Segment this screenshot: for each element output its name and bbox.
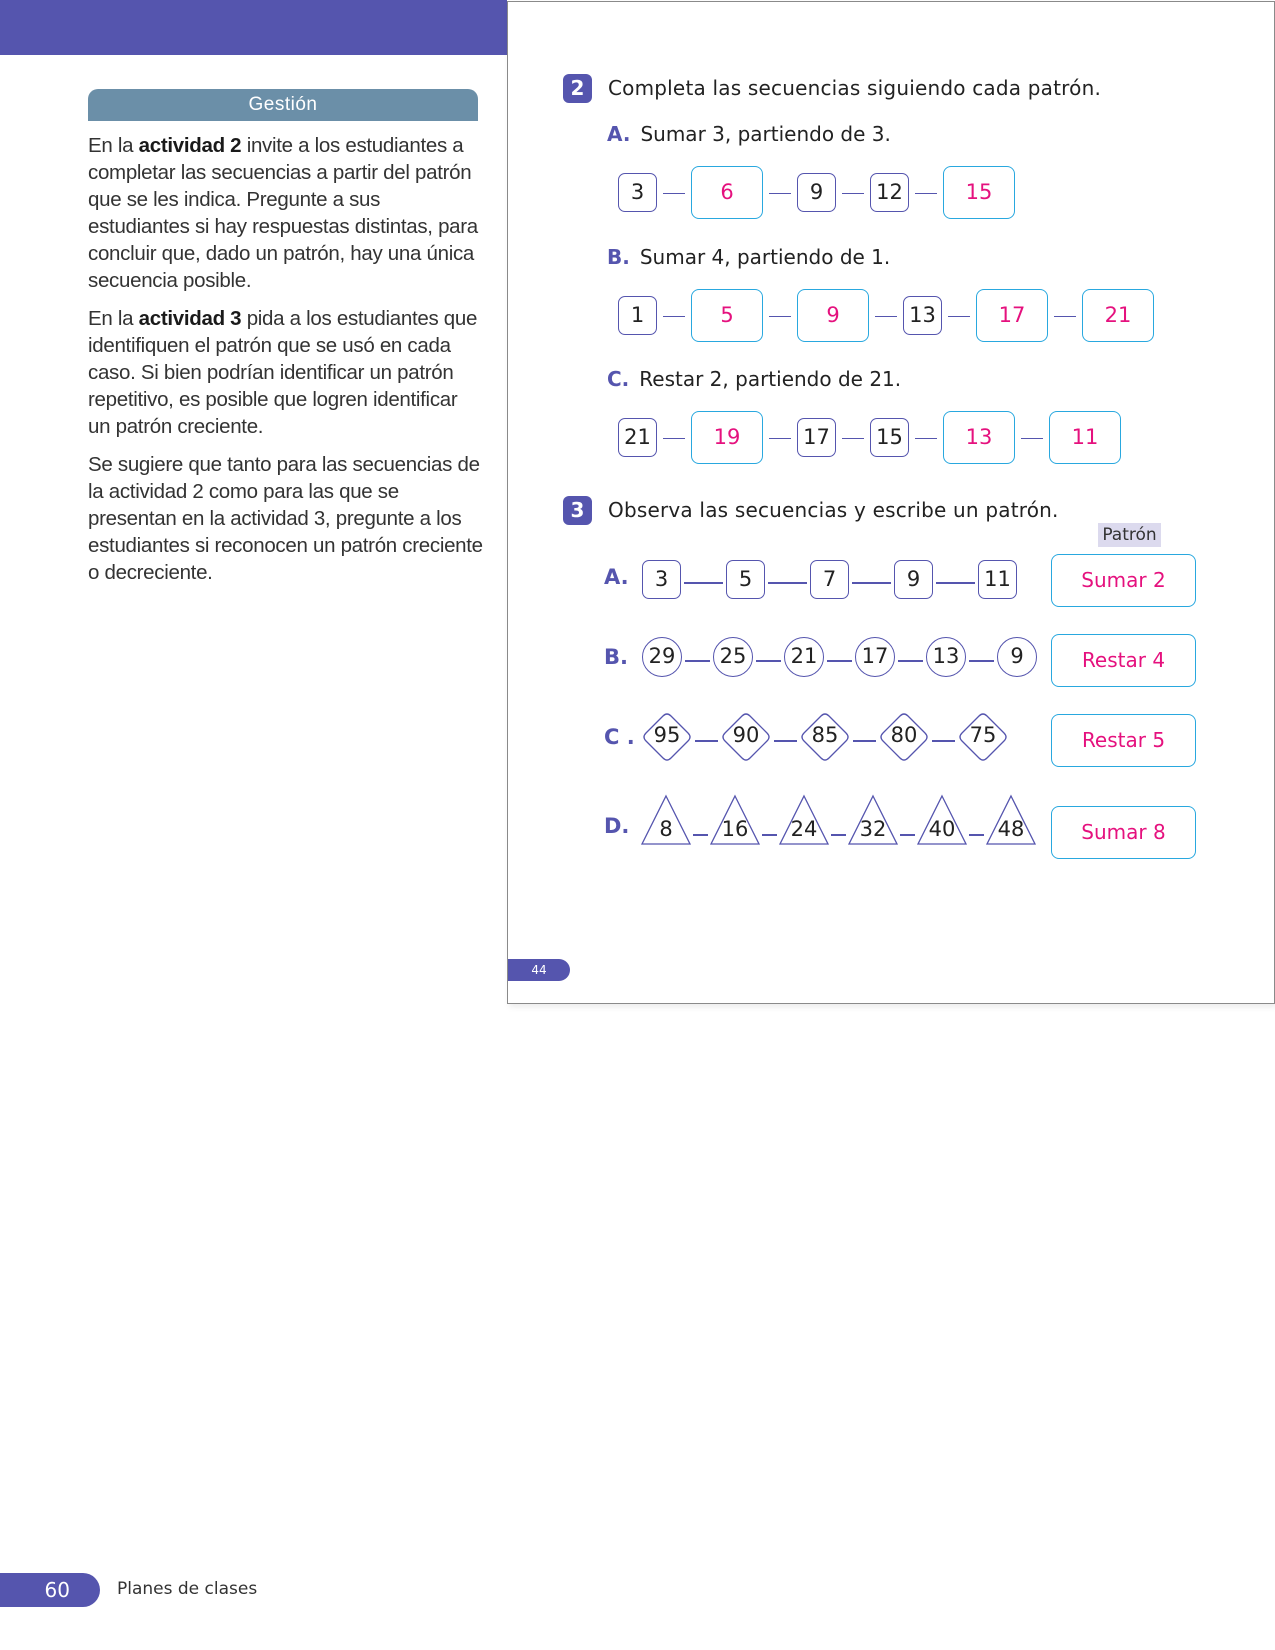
sequence-diamond — [879, 712, 929, 762]
sequence-connector — [693, 834, 708, 836]
sequence-connector — [663, 438, 685, 440]
sequence-square: 11 — [978, 560, 1017, 599]
sequence-connector — [769, 316, 791, 318]
sequence-value: 16 — [721, 817, 749, 841]
row-instruction: Restar 2, partiendo de 21. — [639, 367, 902, 391]
sequence-diamond — [642, 712, 692, 762]
sequence-connector — [769, 193, 791, 195]
sequence-connector — [774, 740, 797, 742]
sequence-given-box: 3 — [618, 173, 657, 212]
sequence-connector — [756, 660, 781, 662]
pattern-answer-box[interactable]: Sumar 8 — [1051, 806, 1196, 859]
sequence-square: 7 — [810, 560, 849, 599]
sequence-triangle — [987, 796, 1035, 844]
sequence-connector — [762, 834, 777, 836]
sequence-triangle — [711, 796, 759, 844]
sequence-value: 32 — [859, 817, 887, 841]
gestion-title: Gestión — [88, 89, 478, 121]
sequence-given-box: 15 — [870, 418, 909, 457]
sequence-connector — [915, 193, 937, 195]
note-bold: actividad 3 — [138, 307, 242, 330]
sequence-connector — [1054, 316, 1076, 318]
sequence-connector — [695, 740, 718, 742]
activity-3-title: Observa las secuencias y escribe un patrón. — [608, 498, 1059, 522]
sequence-connector — [853, 740, 876, 742]
activity-3-row-a-letter: A. — [604, 565, 629, 589]
sequence-value: 40 — [928, 817, 956, 841]
sequence-connector — [663, 193, 685, 195]
pattern-answer-box[interactable]: Restar 4 — [1051, 634, 1196, 687]
sequence-circle: 13 — [926, 637, 966, 677]
sequence-connector — [663, 316, 685, 318]
sequence-connector — [936, 582, 975, 584]
activity-2-row-a-label — [607, 122, 891, 146]
note-text: En la — [88, 134, 139, 157]
activity-3-row-b-letter: B. — [604, 645, 628, 669]
sequence-value: 80 — [890, 723, 918, 747]
sequence-diamond — [800, 712, 850, 762]
sequence-connector — [948, 316, 970, 318]
sequence-square: 5 — [726, 560, 765, 599]
note-text: invite a los estudiantes a completar las secuencias a partir del patrón que se les indica. Pregunte a sus estudiantes si hay respuestas distintas, para concluir que, dado un patrón, hay una única secuencia posible. — [88, 134, 478, 292]
footer-page-number: 60 — [0, 1573, 100, 1607]
sequence-connector — [932, 740, 955, 742]
sequence-connector — [875, 316, 897, 318]
sequence-answer-box[interactable]: 6 — [691, 166, 763, 219]
sequence-connector — [769, 438, 791, 440]
activity-3-badge: 3 — [563, 496, 592, 525]
note-paragraph — [88, 305, 483, 440]
activity-2-title: Completa las secuencias siguiendo cada patrón. — [608, 76, 1102, 100]
sequence-triangle — [780, 796, 828, 844]
sequence-diamond — [721, 712, 771, 762]
sequence-connector — [842, 438, 864, 440]
note-text: pida a los estudiantes que identifiquen el patrón que se usó en cada caso. Si bien podrían identificar un patrón repetitivo, es posible que logren identificar un patrón creciente. — [88, 307, 478, 438]
header-band — [0, 0, 507, 55]
activity-2-row-b-label — [607, 245, 890, 269]
sequence-diamond — [958, 712, 1008, 762]
note-text: En la — [88, 307, 139, 330]
sequence-square: 3 — [642, 560, 681, 599]
teacher-notes — [88, 132, 483, 597]
row-letter: C. — [607, 367, 630, 391]
activity-3-row-c-letter: C . — [604, 725, 635, 749]
sequence-connector — [842, 193, 864, 195]
sequence-value: 24 — [790, 817, 818, 841]
row-instruction: Sumar 3, partiendo de 3. — [640, 122, 891, 146]
activity-2-row-c-label — [607, 367, 901, 391]
sequence-answer-box[interactable]: 15 — [943, 166, 1015, 219]
sequence-circle: 17 — [855, 637, 895, 677]
pattern-answer-box[interactable]: Restar 5 — [1051, 714, 1196, 767]
student-page — [507, 1, 1275, 1004]
pattern-answer-box[interactable]: Sumar 2 — [1051, 554, 1196, 607]
sequence-circle: 21 — [784, 637, 824, 677]
note-text: Se sugiere que tanto para las secuencias de la actividad 2 como para las que se presentan en la actividad 3, pregunte a los estudiantes si reconocen un patrón creciente o decreciente. — [88, 453, 483, 584]
note-bold: actividad 2 — [138, 134, 242, 157]
sequence-value: 8 — [659, 817, 673, 841]
row-letter: A. — [607, 122, 631, 146]
sequence-value: 85 — [811, 723, 839, 747]
sequence-connector — [915, 438, 937, 440]
sequence-answer-box[interactable]: 19 — [691, 411, 763, 464]
sequence-triangle — [849, 796, 897, 844]
sequence-connector — [969, 660, 994, 662]
activity-3-row-d-letter: D. — [604, 814, 630, 838]
note-paragraph — [88, 132, 483, 294]
sequence-connector — [768, 582, 807, 584]
sequence-square: 9 — [894, 560, 933, 599]
sequence-connector — [898, 660, 923, 662]
sequence-connector — [1021, 438, 1043, 440]
sequence-triangle — [918, 796, 966, 844]
sequence-value: 90 — [732, 723, 760, 747]
sequence-connector — [852, 582, 891, 584]
activity-2-badge: 2 — [563, 74, 592, 103]
sequence-given-box: 9 — [797, 173, 836, 212]
sequence-connector — [900, 834, 915, 836]
row-letter: B. — [607, 245, 630, 269]
sequence-answer-box[interactable]: 5 — [691, 289, 763, 342]
sequence-circle: 9 — [997, 637, 1037, 677]
sequence-given-box: 17 — [797, 418, 836, 457]
sequence-connector — [831, 834, 846, 836]
sequence-answer-box[interactable]: 17 — [976, 289, 1048, 342]
sequence-answer-box[interactable]: 9 — [797, 289, 869, 342]
inner-page-number: 44 — [508, 959, 570, 981]
row-instruction: Sumar 4, partiendo de 1. — [639, 245, 891, 269]
sequence-answer-box[interactable]: 13 — [943, 411, 1015, 464]
sequence-given-box: 13 — [903, 296, 942, 335]
sequence-triangle — [642, 796, 690, 844]
sequence-connector — [684, 582, 723, 584]
sequence-value: 48 — [997, 817, 1025, 841]
note-paragraph — [88, 451, 483, 586]
sequence-given-box: 1 — [618, 296, 657, 335]
sequence-given-box: 12 — [870, 173, 909, 212]
sequence-circle: 25 — [713, 637, 753, 677]
sequence-connector — [827, 660, 852, 662]
sequence-answer-box[interactable]: 21 — [1082, 289, 1154, 342]
sequence-circle: 29 — [642, 637, 682, 677]
sequence-connector — [969, 834, 984, 836]
sequence-answer-box[interactable]: 11 — [1049, 411, 1121, 464]
sequence-value: 75 — [969, 723, 997, 747]
footer-section-title: Planes de clases — [117, 1579, 258, 1599]
patron-column-label: Patrón — [1098, 523, 1161, 547]
sequence-given-box: 21 — [618, 418, 657, 457]
sequence-value: 95 — [653, 723, 681, 747]
sequence-connector — [685, 660, 710, 662]
